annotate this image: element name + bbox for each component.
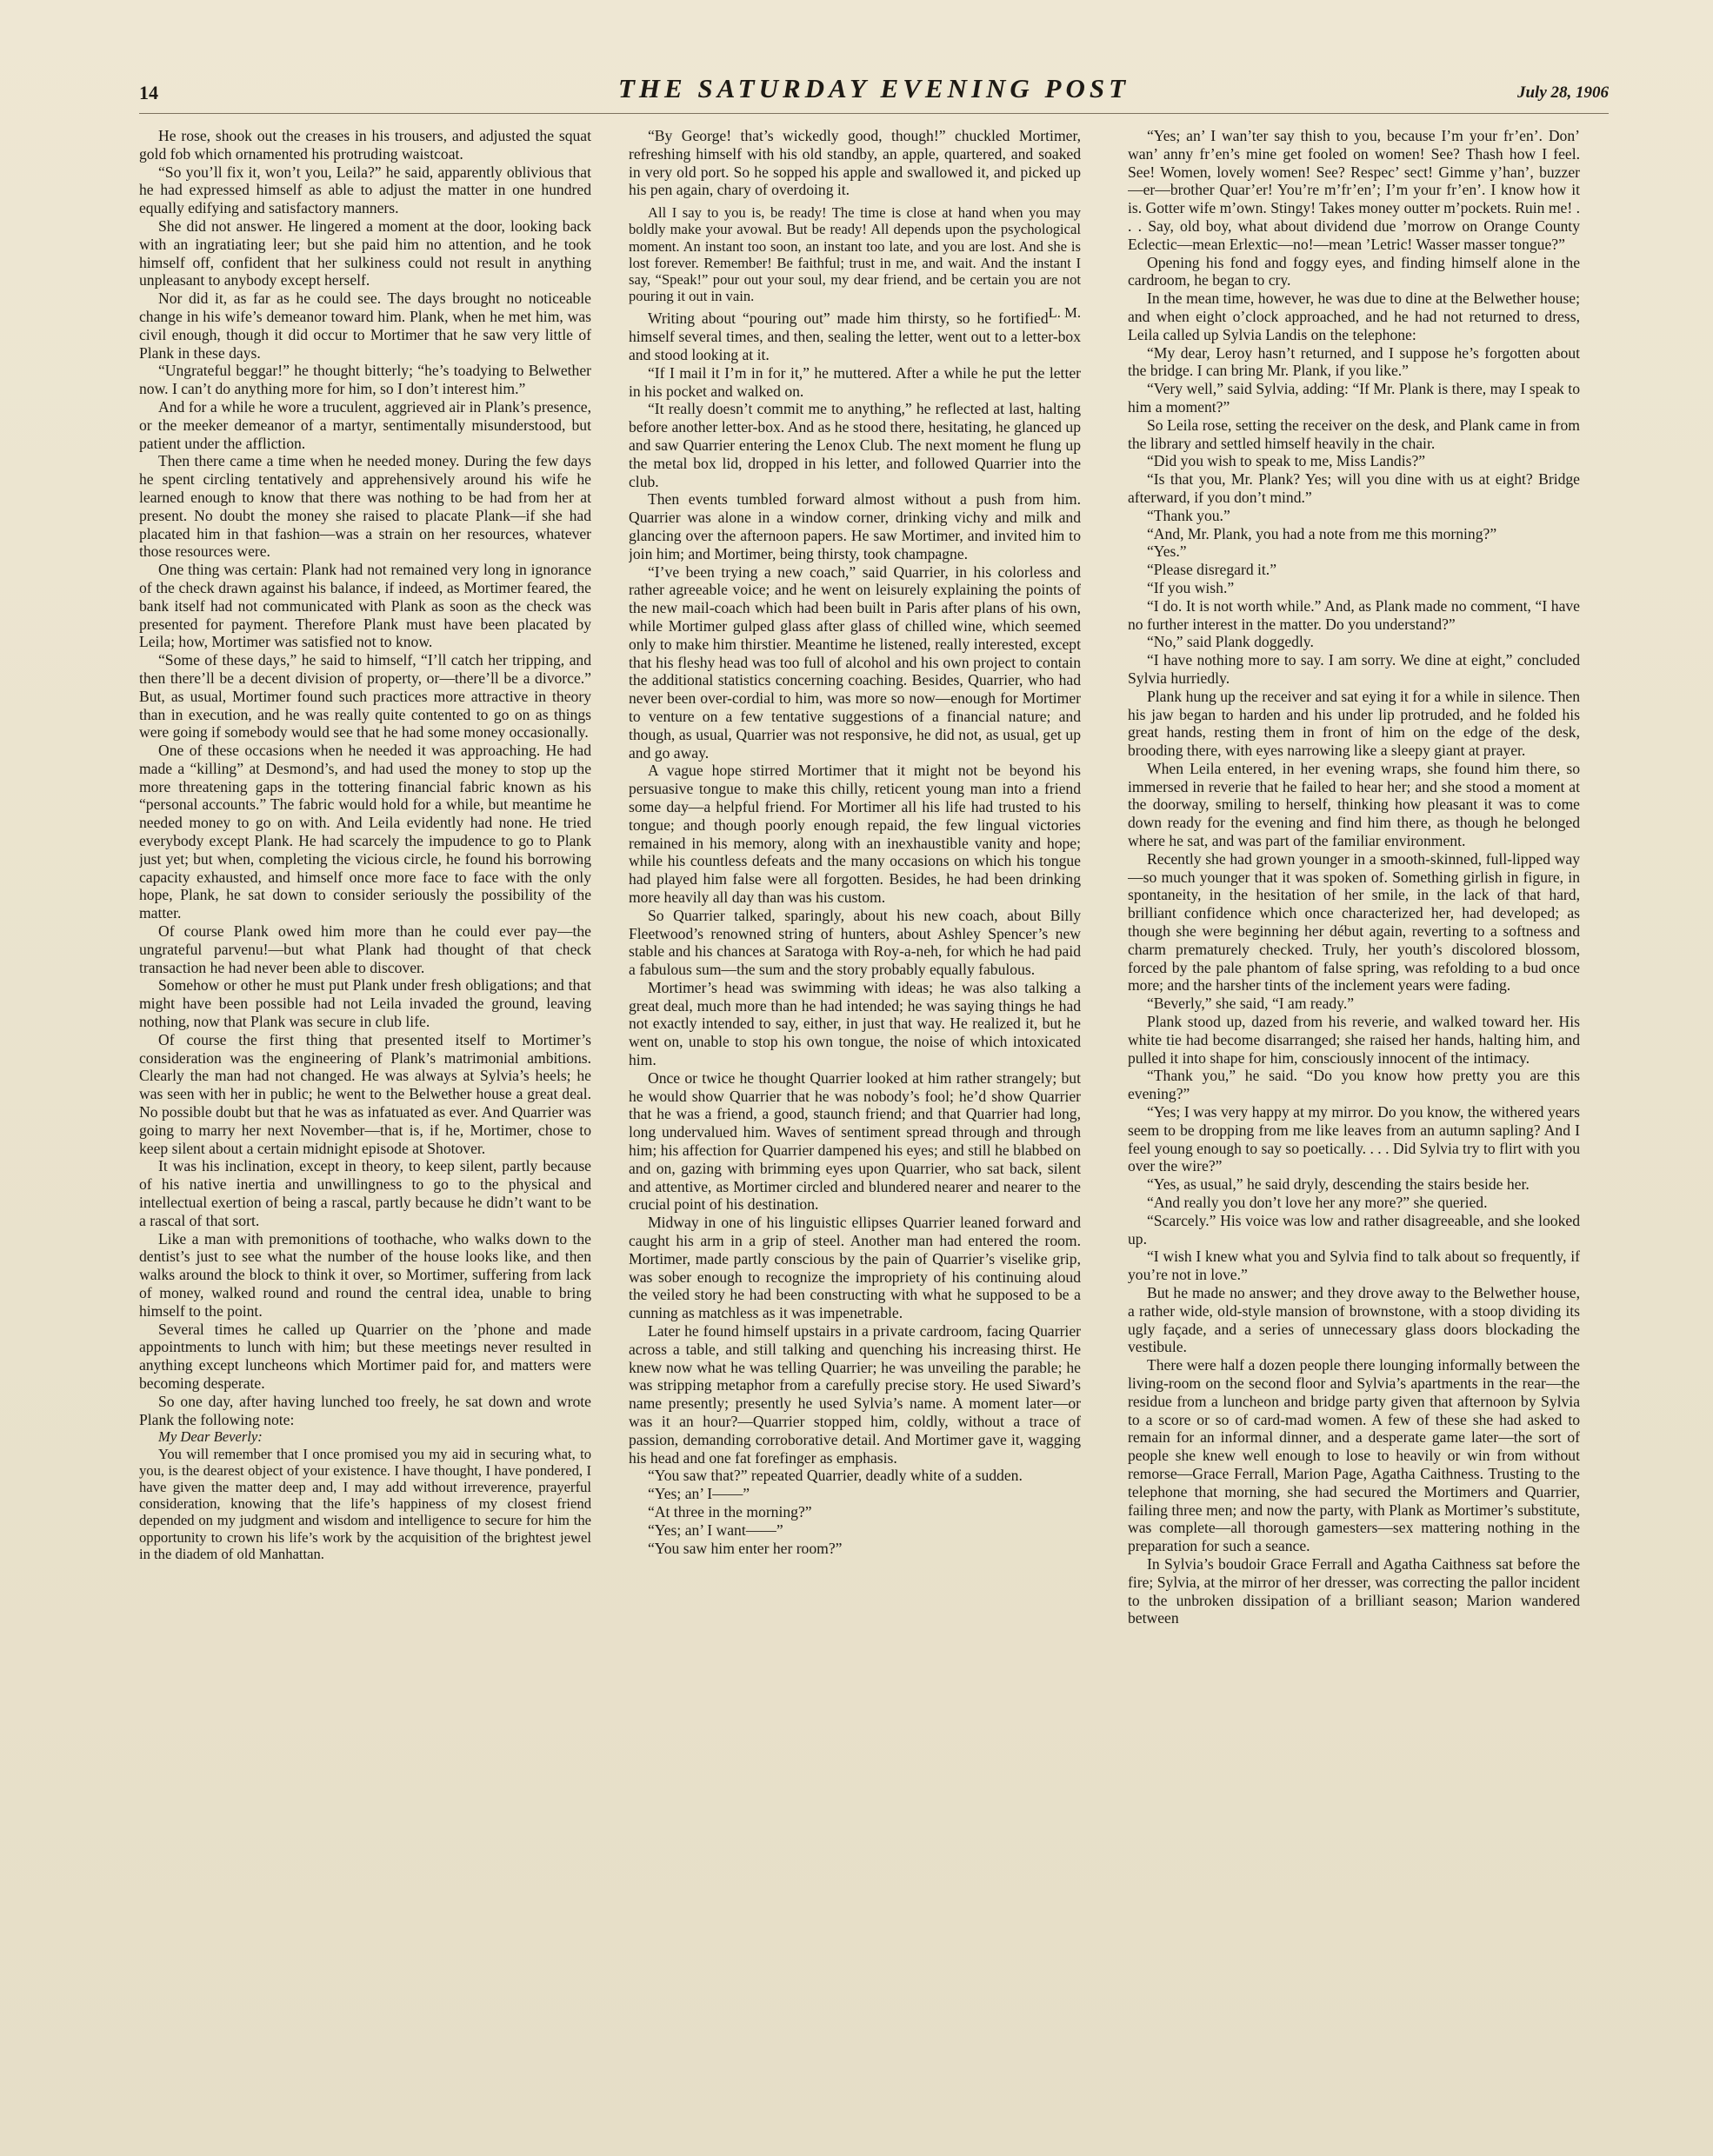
paragraph: “By George! that’s wickedly good, though!” chuckled Mortimer, refreshing himself with his old standby, an apple, quartered, and soaked in very old port. So he sopped his apple and swallowed it, and picked up his pen again, chary of overdoing it. (629, 127, 1081, 199)
letter-paragraph: You will remember that I once promised you my aid in securing what, to you, is the dearest object of your existence. I have thought, I have pondered, I have given the matter deep and, I may add without irreverence, prayerful consideration, knowing that the life’s happiness of my closest friend depended on my judgment and wisdom and intelligence to secure for him the opportunity to crown his life’s work by the acquisition of the brightest jewel in the diadem of old Manhattan. (139, 1445, 591, 1562)
paragraph: Plank hung up the receiver and sat eying it for a while in silence. Then his jaw began to harden and his under lip protruded, and he folded his great hands, resting them in front of him on the edge of the desk, brooding there, with eyes narrowing like a sleepy giant at prayer. (1128, 687, 1580, 760)
paragraph: There were half a dozen people there lounging informally between the living-room on the second floor and Sylvia’s apartments in the rear—the residue from a luncheon and bridge party given that afternoon by Sylvia to a score or so of card-mad women. A few of these she had asked to remain for an informal dinner, and a desperate game later—the sort of people she knew well enough to lose to heavily or win from without remorse—Grace Ferrall, Marion Page, Agatha Caithness. Trusting to the telephone that morning, she had secured the Mortimers and Quarrier, failing three men; and now the party, with Plank as Mortimer’s substitute, was complete—all thorough gamesters—sex mattering nothing in the preparation for such a seance. (1128, 1356, 1580, 1555)
paragraph: “Some of these days,” he said to himself, “I’ll catch her tripping, and then there’ll be a decent division of property, or—there’ll be a divorce.” But, as usual, Mortimer found such practices more attractive in theory than in execution, and he was really quite contented to go on as things were going if somebody would see that he had some money occasionally. (139, 651, 591, 742)
paragraph: “And, Mr. Plank, you had a note from me this morning?” (1147, 524, 1497, 542)
paragraph: “You saw that?” repeated Quarrier, deadly white of a sudden. (648, 1467, 1023, 1485)
paragraph: So Leila rose, setting the receiver on the desk, and Plank came in from the library and settled himself heavily in the chair. (1128, 416, 1580, 452)
paragraph: Once or twice he thought Quarrier looked at him rather strangely; but he would show Quarrier that he was nobody’s fool; he’d show Quarrier that he was a friend, a good, staunch friend; and that Quarrier had long, long undervalued him. Waves of sentiment spread through and through him; his affection for Quarrier dampened his eyes; and still he blabbed on and on, gazing with brimming eyes upon Quarrier, who sat back, silent and attentive, as Mortimer circled and blundered nearer and nearer to the crucial point of his destination. (629, 1068, 1081, 1214)
paragraph: Somehow or other he must put Plank under fresh obligations; and that might have been possible had not Leila invaded the ground, leaving nothing, now that Plank was secure in club life. (139, 976, 591, 1031)
paragraph: “Thank you,” he said. “Do you know how pretty you are this evening?” (1128, 1067, 1580, 1103)
paragraph: “At three in the morning?” (648, 1503, 812, 1521)
paragraph: Several times he called up Quarrier on the ’phone and made appointments to lunch with him; but these meetings never resulted in anything except luncheons which Mortimer paid for, and matters were becoming desperate. (139, 1320, 591, 1392)
paragraph: “I do. It is not worth while.” And, as Plank made no comment, “I have no further interest in the matter. Do you understand?” (1128, 596, 1580, 633)
paragraph: One thing was certain: Plank had not remained very long in ignorance of the check drawn against his balance, if indeed, as Mortimer feared, the bank itself had not communicated with Plank as soon as the check was presented for payment. Therefore Plank must have been placated by Leila; how, Mortimer was satisfied not to know. (139, 561, 591, 651)
paragraph: “I have nothing more to say. I am sorry. We dine at eight,” concluded Sylvia hurriedly. (1128, 651, 1580, 687)
paragraph: “Yes; an’ I——” (648, 1485, 750, 1503)
letter-signature: L. M. (1048, 304, 1081, 322)
paragraph: Then events tumbled forward almost without a push from him. Quarrier was alone in a window corner, drinking vichy and milk and glancing over the afternoon papers. He saw Mortimer, and invited him to join him; and Mortimer, being thirsty, took champagne. (629, 490, 1081, 562)
paragraph: “If you wish.” (1147, 578, 1235, 596)
paragraph: Midway in one of his linguistic ellipses Quarrier leaned forward and caught his arm in a grip of steel. Another man had entered the room. Mortimer, made partly conscious by the pain of Quarrier’s viselike grip, was sober enough to recognize the impropriety of his continuing aloud the veiled story he had been constructing with what he supposed to be a cunning as matchless as it was impenetrable. (629, 1214, 1081, 1322)
column-3 (1128, 127, 1580, 2022)
paragraph: Writing about “pouring out” made him thirsty, so he fortified himself several times, and then, sealing the letter, went out to a letter-box and stood looking at it. (629, 309, 1081, 363)
paragraph: “Very well,” said Sylvia, adding: “If Mr. Plank is there, may I speak to him a moment?” (1128, 380, 1580, 416)
paragraph: But he made no answer; and they drove away to the Belwether house, a rather wide, old-style mansion of brownstone, with a stoop dividing its ugly façade, and a series of unnecessary glass doors blockading the vestibule. (1128, 1284, 1580, 1356)
page-number: 14 (139, 82, 158, 103)
masthead (139, 73, 1609, 108)
paragraph: “Ungrateful beggar!” he thought bitterly; “he’s toadying to Belwether now. I can’t do anything more for him, so I don’t interest him.” (139, 362, 591, 398)
paragraph: “Scarcely.” His voice was low and rather disagreeable, and she looked up. (1128, 1211, 1580, 1248)
paragraph: So one day, after having lunched too freely, he sat down and wrote Plank the following note: (139, 1392, 591, 1428)
paragraph: Opening his fond and foggy eyes, and finding himself alone in the cardroom, he began to cry. (1128, 253, 1580, 289)
paragraph: She did not answer. He lingered a moment at the door, looking back with an ingratiating leer; but she paid him no attention, and he took himself off, confident that her sulkiness could not result in anything unpleasant to anybody except herself. (139, 216, 591, 289)
paragraph: “Yes.” (1147, 542, 1187, 561)
paragraph: “So you’ll fix it, won’t you, Leila?” he said, apparently oblivious that he had expressed himself as able to adjust the matter in one hundred equally edifying and satisfactory manners. (139, 163, 591, 217)
letter-salutation: My Dear Beverly: (158, 1428, 263, 1446)
paragraph: “Yes; an’ I want——” (648, 1521, 783, 1539)
paragraph: In the mean time, however, he was due to dine at the Belwether house; and when eight o’clock approached, and he had not returned to dress, Leila called up Sylvia Landis on the telephone: (1128, 289, 1580, 343)
paragraph: “Thank you.” (1147, 506, 1230, 524)
paragraph: A vague hope stirred Mortimer that it might not be beyond his persuasive tongue to make this chilly, reticent young man into a friend some day—a helpful friend. For Mortimer all his life had trusted to his tongue; and though poorly enough repaid, the few lingual victories remained in his memory, along with an inexhaustible vanity and hope; while his countless defeats and the many occasions on which his tongue had played him false were all forgotten. Besides, he had been drinking more heavily all day than was his custom. (629, 762, 1081, 906)
letter-paragraph: All I say to you is, be ready! The time is close at hand when you may boldly make your avowal. But be ready! All depends upon the psychological moment. An instant too soon, an instant too late, and you are lost. And she is lost forever. Remember! Be faithful; trust in me, and wait. And the instant I say, “Speak!” pour out your soul, my dear friend, and be certain you are not pouring it out in vain. (629, 204, 1081, 305)
paragraph: Later he found himself upstairs in a private cardroom, facing Quarrier across a table, and still talking and quenching his increasing thirst. He knew now what he was telling Quarrier; he was unveiling the parable; he was stripping metaphor from a carefully precise story. He used Siward’s name presently; presently he used Sylvia’s name. A moment later—or was it an hour?—Quarrier stopped him, coldly, without a trace of passion, demanding corroborative detail. And Mortimer gave it, wagging his head and one fat forefinger as emphasis. (629, 1322, 1081, 1467)
paragraph: “You saw him enter her room?” (648, 1539, 843, 1557)
paragraph: Plank stood up, dazed from his reverie, and walked toward her. His white tie had become disarranged; she raised her hands, halting him, and pulled it into shape for him, consciously innocent of the intimacy. (1128, 1013, 1580, 1067)
paragraph: Of course the first thing that presented itself to Mortimer’s consideration was the engineering of Plank’s matrimonial ambitions. Clearly the man had not changed. He was always at Sylvia’s heels; he was seen with her in public; he went to the Belwether house a great deal. No possible doubt but that he was as infatuated as ever. And Quarrier was going to marry her next November—that is, if he, Mortimer, chose to keep silent about a certain midnight episode at Shotover. (139, 1030, 591, 1157)
paragraph: “And really you don’t love her any more?” she queried. (1147, 1194, 1488, 1212)
paragraph: “If I mail it I’m in for it,” he muttered. After a while he put the letter in his pocket and walked on. (629, 363, 1081, 400)
paragraph: Of course Plank owed him more than he could ever pay—the ungrateful parvenu!—but what Plank had thought of that check transaction he had never been able to discover. (139, 922, 591, 976)
paragraph: He rose, shook out the creases in his trousers, and adjusted the squat gold fob which ornamented his protruding waistcoat. (139, 127, 591, 163)
paragraph: “My dear, Leroy hasn’t returned, and I suppose he’s forgotten about the bridge. I can bring Mr. Plank, if you like.” (1128, 343, 1580, 380)
paragraph: And for a while he wore a truculent, aggrieved air in Plank’s presence, or the meeker demeanor of a martyr, sentimentally misunderstood, but patient under the affliction. (139, 397, 591, 452)
column-1 (139, 127, 591, 2022)
paragraph: “I’ve been trying a new coach,” said Quarrier, in his colorless and rather agreeable voice; and he went on leisurely explaining the points of the new mail-coach which had been built in Paris after plans of his own, while Mortimer gulped glass after glass of chilled wine, which seemed only to make him thirstier. Meantime he listened, really interested, except that his fleshy head was too full of alcohol and his own project to contain the additional statistics concerning coaching. Besides, Quarrier, who had never been over-cordial to him, was more so now—enough for Mortimer to venture on a few tentative suggestions of a financial nature; and though, as usual, Quarrier was not responsive, he did not, as usual, get up and go away. (629, 562, 1081, 762)
paragraph: “Is that you, Mr. Plank? Yes; will you dine with us at eight? Bridge afterward, if you don’t mind.” (1128, 470, 1580, 506)
paragraph: “No,” said Plank doggedly. (1147, 633, 1314, 651)
paragraph: Recently she had grown younger in a smooth-skinned, full-lipped way—so much younger that it was spoken of. Something girlish in figure, in spontaneity, in the hesitation of her smile, in the lack of that hard, brilliant confidence which once characterized her, had developed; as though she were beginning her début again, reverting to a softness and charm prematurely checked. Truly, her youth’s discolored blossom, forced by the pale phantom of false spring, was refolding to a bud once more; and the harsher tints of the inclement years were fading. (1128, 849, 1580, 995)
paragraph: So Quarrier talked, sparingly, about his new coach, about Billy Fleetwood’s renowned string of hunters, about Ashley Spencer’s new stable and his chances at Saratoga with Roy-a-neh, for which he had paid a fabulous sum—the sum and the story probably equally fabulous. (629, 906, 1081, 979)
paragraph: Then there came a time when he needed money. During the few days he spent circling tentatively and apprehensively around his wife he learned enough to know that there was nothing to be had from her at present. No doubt the money she raised to placate Plank—if she had placated him in that fashion—was a strain on her resources, whatever those resources were. (139, 452, 591, 561)
paragraph: It was his inclination, except in theory, to keep silent, partly because of his native inertia and unwillingness to go to the physical and intellectual exertion of being a rascal, partly because he didn’t want to be a rascal of that sort. (139, 1157, 591, 1229)
paragraph: In Sylvia’s boudoir Grace Ferrall and Agatha Caithness sat before the fire; Sylvia, at the mirror of her dresser, was correcting the pallor incident to the unbroken dissipation of a brilliant season; Marion wandered between (1128, 1554, 1580, 1627)
issue-date: July 28, 1906 (1516, 83, 1609, 102)
paragraph: Like a man with premonitions of toothache, who walks down to the dentist’s just to see what the number of the house looks like, and then walks around the block to think it over, so Mortimer, suffering from lack of money, walked round and round the central idea, unable to bring himself to the point. (139, 1229, 591, 1320)
column-2 (629, 127, 1081, 2022)
paragraph: “Yes, as usual,” he said dryly, descending the stairs beside her. (1147, 1175, 1530, 1194)
paragraph: Nor did it, as far as he could see. The days brought no noticeable change in his wife’s demeanor toward him. Plank, when he met him, was civil enough, though it did occur to Mortimer that he saw very little of Plank in these days. (139, 289, 591, 362)
paragraph: When Leila entered, in her evening wraps, she found him there, so immersed in reverie that he failed to hear her; and she stood a moment at the doorway, smiling to herself, thinking how pleasant it was to come down ready for the evening and find him there, as though he belonged where he sat, and was part of the familiar environment. (1128, 759, 1580, 850)
header-rule (139, 113, 1609, 114)
paragraph: “Beverly,” she said, “I am ready.” (1147, 995, 1355, 1013)
paragraph: “I wish I knew what you and Sylvia find to talk about so frequently, if you’re not in love.” (1128, 1248, 1580, 1284)
paragraph: “Yes; an’ I wan’ter say thish to you, because I’m your fr’en’. Don’ wan’ anny fr’en’s mine get fooled on women! See? Thash how I feel. See! Women, lovely women! See? Respec’ sect! Gimme y’han’, buzzer—er—brother Quar’er! You’re m’fr’en’; I’m your fr’en’. I know how it is. Gotter wife m’own. Stingy! Takes money outter m’pockets. Ruin me! . . . Say, old boy, what about dividend due ’morrow on Orange County Eclectic—mean Erlextic—no!—mean ’Letric! Wasser masser tongue?” (1128, 127, 1580, 253)
paragraph: “It really doesn’t commit me to anything,” he reflected at last, halting before another letter-box. And as he stood there, hesitating, he glanced up and saw Quarrier entering the Lenox Club. The next moment he flung up the metal box lid, dropped in his letter, and followed Quarrier into the club. (629, 400, 1081, 490)
paragraph: “Yes; I was very happy at my mirror. Do you know, the withered years seem to be dropping from me like leaves from an autumn sapling? And I feel young enough to say so poetically. . . . Did Sylvia try to flirt with you over the wire?” (1128, 1103, 1580, 1175)
paragraph: Mortimer’s head was swimming with ideas; he was also talking a great deal, much more than he had intended; he was saying things he had not exactly intended to say, either, in just that way. He realized it, but he went on, unable to stop his own tongue, the noise of which intoxicated him. (629, 978, 1081, 1069)
paragraph: “Did you wish to speak to me, Miss Landis?” (1147, 452, 1426, 470)
paragraph: One of these occasions when he needed it was approaching. He had made a “killing” at Desmond’s, and had used the money to stop up the more threatening gaps in the tottering financial fabric known as his “personal accounts.” The fabric would hold for a while, but meantime he needed money to go on with. And Leila evidently had none. He tried everybody except Plank. He had scarcely the impudence to go to Plank just yet; but when, completing the vicious circle, he found his borrowing capacity exhausted, and himself once more face to face with the only hope, Plank, he sat down to consider seriously the possibility of the matter. (139, 742, 591, 922)
paragraph: “Please disregard it.” (1147, 561, 1276, 579)
publication-title: THE SATURDAY EVENING POST (617, 73, 1130, 103)
